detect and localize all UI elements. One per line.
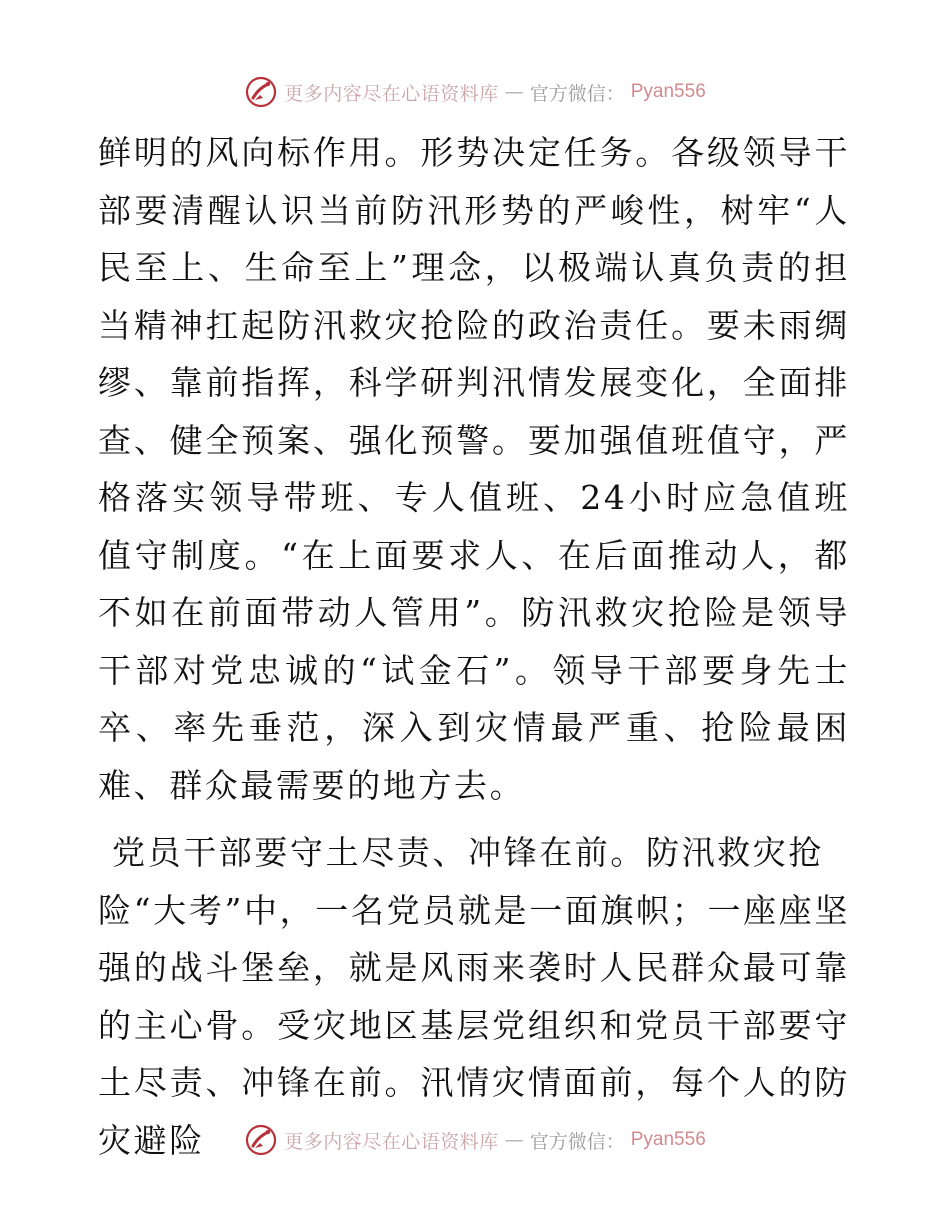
header-wechat-label: 官方微信： — [529, 82, 625, 105]
footer-banner-text: 更多内容尽在心语资料库 — [284, 1130, 499, 1153]
body-paragraph-1: 鲜明的风向标作用。形势决定任务。各级领导干部要清醒认识当前防汛形势的严峻性，树牢“人民至上、生命至上”理念，以极端认真负责的担当精神扛起防汛救灾抢险的政治责任。要未雨绸缪、靠前指挥，科学研判汛情发展变化，全面排查、健全预案、强化预警。要加强值班值守，严格落实领导带班、专人值班、24小时应急值班值守制度。“在上面要求人、在后面推动人，都不如在前面带动人管用”。防汛救灾抢险是领导干部对党忠诚的“试金石”。领导干部要身先士卒、率先垂范，深入到灾情最严重、抢险最困难、群众最需要的地方去。 — [98, 133, 850, 805]
footer-watermark-banner — [0, 1120, 950, 1160]
paragraph-2-first-line: 党员干部要守土尽责、冲锋在前。防汛救灾抢 — [112, 833, 824, 872]
paragraph-2-continuation: 险“大考”中，一名党员就是一面旗帜；一座座坚强的战斗堡垒，就是风雨来袭时人民群众最可靠的主心骨。受灾地区基层党组织和党员干部要守土尽责、冲锋在前。汛情灾情面前，每个人的防灾避险 — [98, 890, 850, 1160]
footer-wechat-id: Pyan556 — [630, 1129, 706, 1150]
header-banner-separator: — — [504, 81, 524, 103]
brush-seal-icon — [244, 75, 278, 109]
footer-wechat-label: 官方微信： — [529, 1130, 625, 1153]
brush-seal-icon — [244, 1123, 278, 1157]
header-watermark-banner — [0, 72, 950, 112]
document-body — [98, 124, 850, 1169]
header-banner-text: 更多内容尽在心语资料库 — [284, 82, 499, 105]
footer-banner-separator: — — [504, 1129, 524, 1151]
header-wechat-id: Pyan556 — [630, 81, 706, 102]
body-paragraph-2 — [98, 824, 850, 1169]
